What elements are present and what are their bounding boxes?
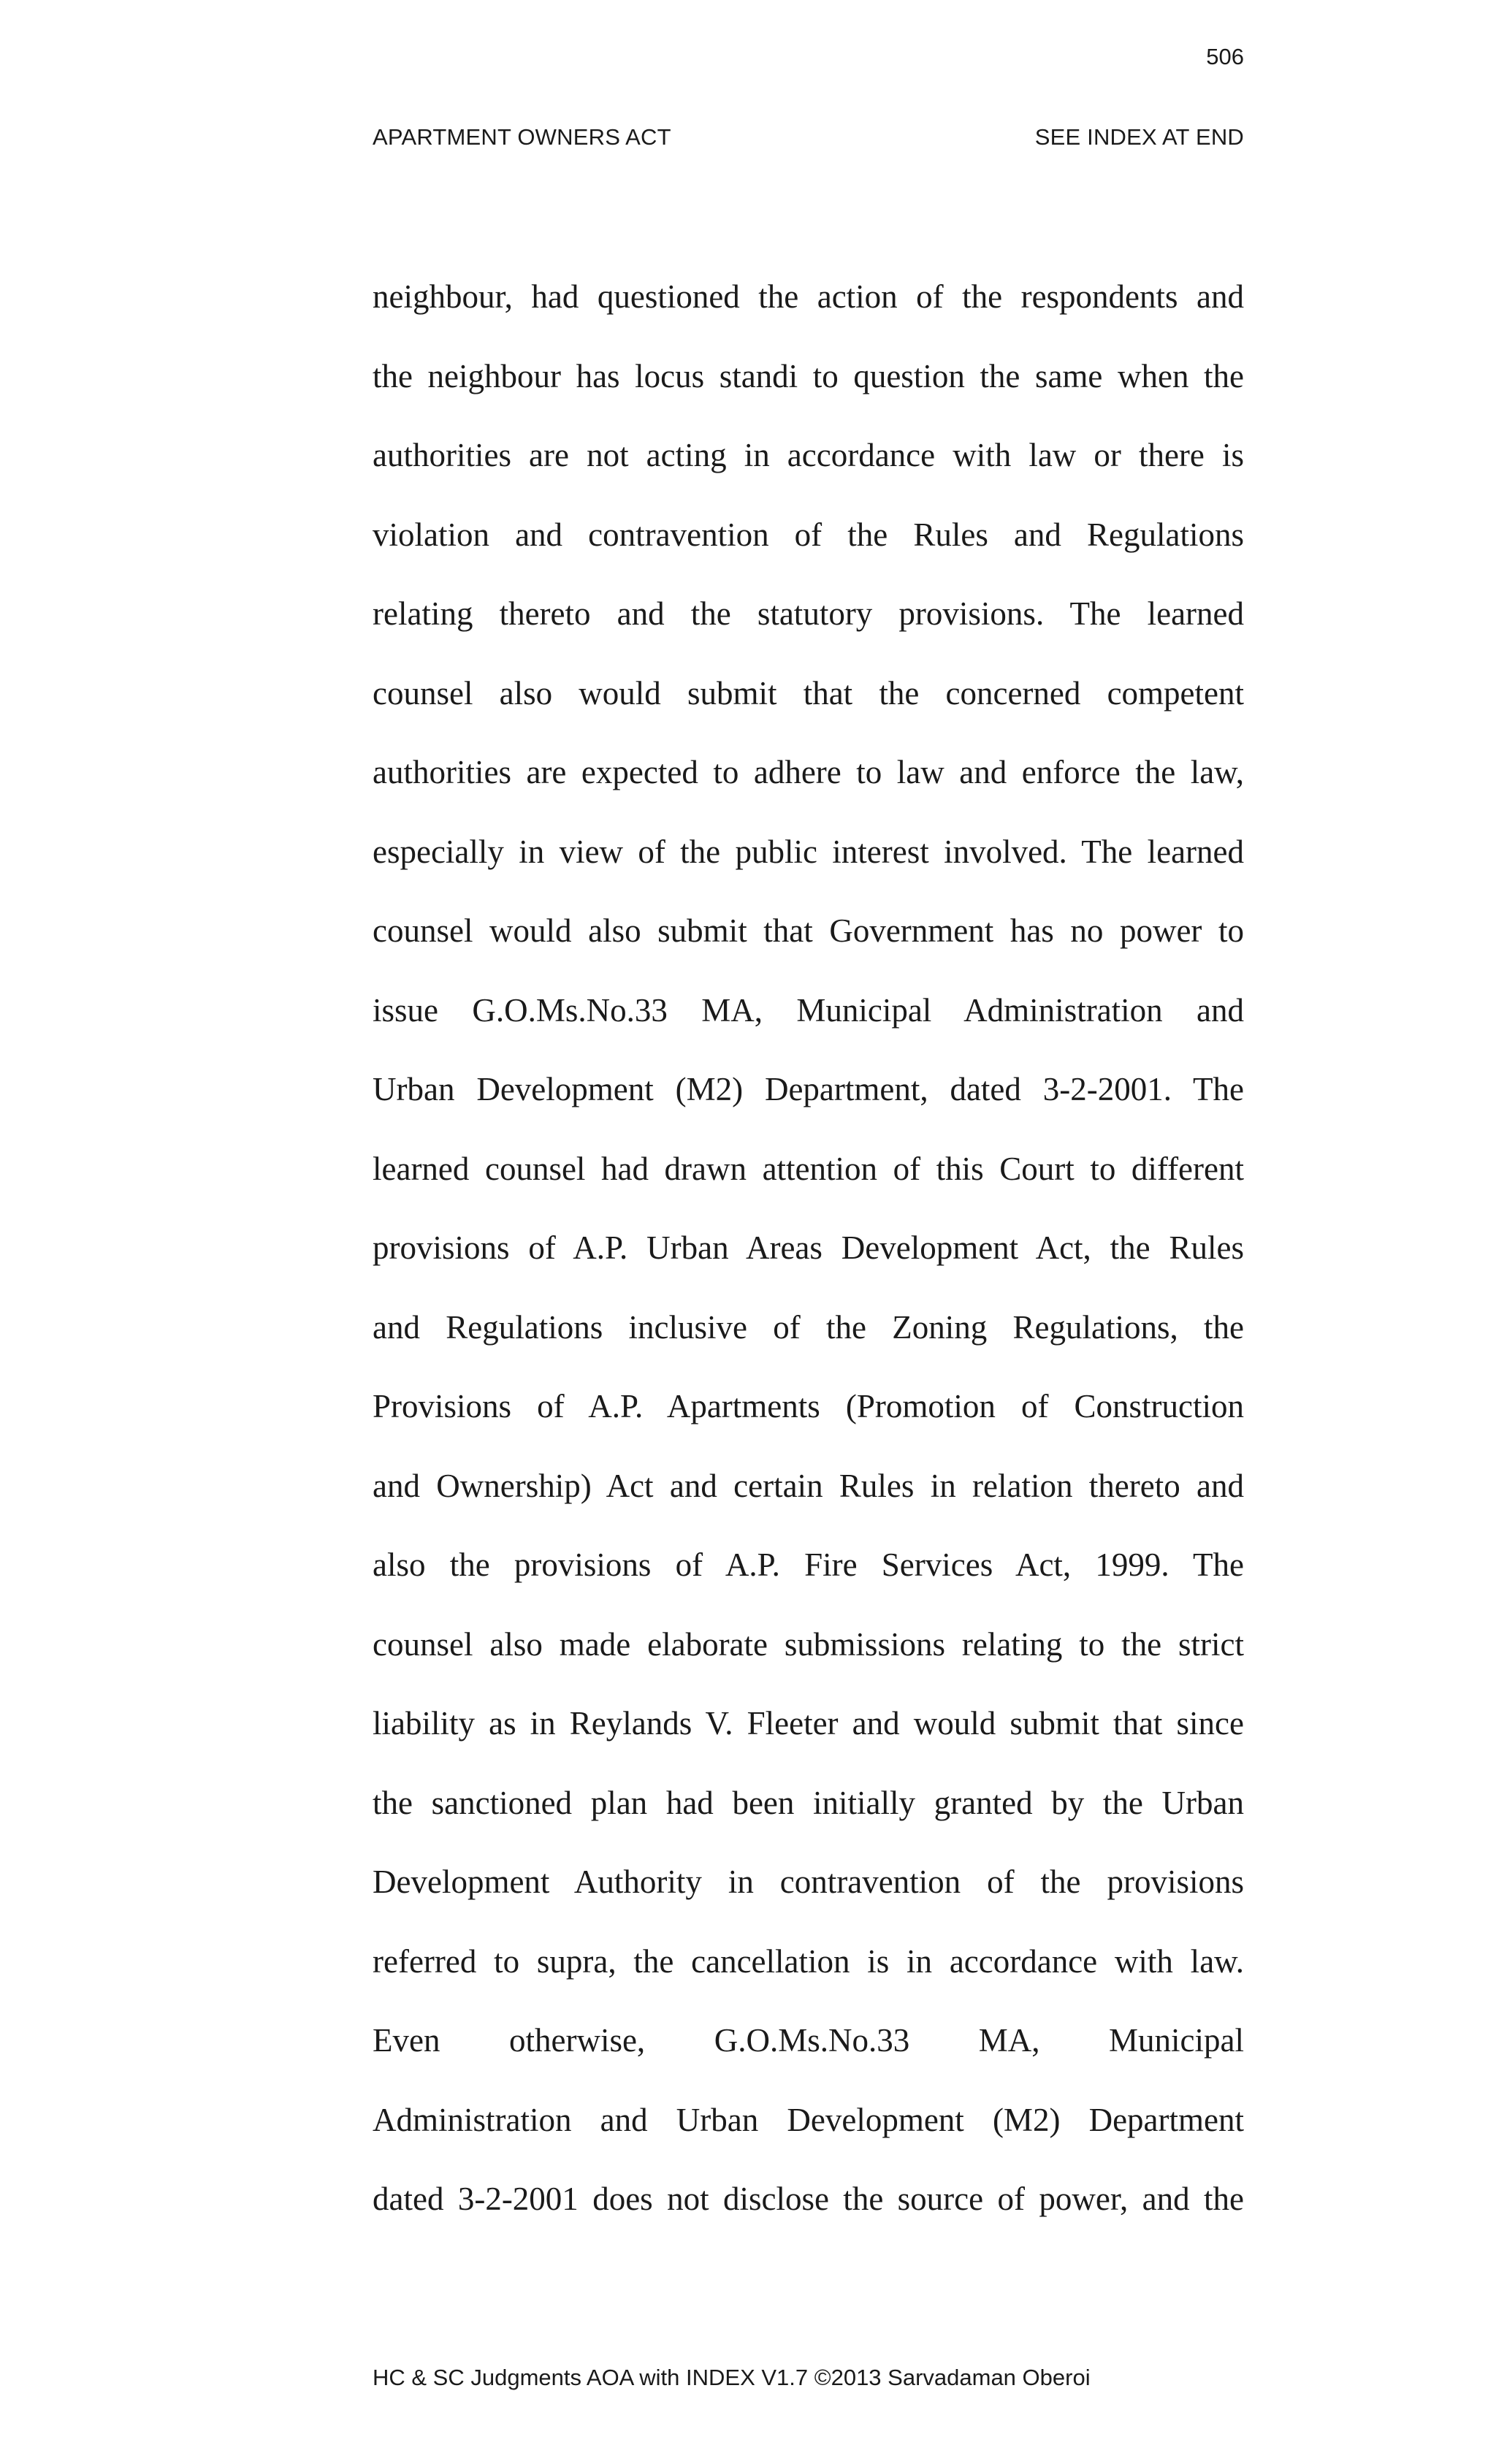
- text-line: especially in view of the public interest involved. The learned: [373, 833, 1244, 870]
- text-line: and Ownership) Act and certain Rules in relation thereto and: [373, 1467, 1244, 1504]
- text-line: Development Authority in contravention of the provisions: [373, 1864, 1244, 1900]
- running-header-index-note: SEE INDEX AT END: [1034, 124, 1244, 150]
- text-line: counsel also would submit that the concerned competent: [373, 674, 1244, 712]
- judgment-body-text: [373, 257, 1244, 2239]
- text-line: also the provisions of A.P. Fire Services Act, 1999. The: [373, 1546, 1244, 1583]
- text-line: Urban Development (M2) Department, dated 3-2-2001. The: [373, 1071, 1244, 1107]
- text-line: Administration and Urban Development (M2) Department: [373, 2101, 1244, 2138]
- text-line: provisions of A.P. Urban Areas Development Act, the Rules: [373, 1229, 1244, 1266]
- text-line: the sanctioned plan had been initially granted by the Urban: [373, 1784, 1244, 1821]
- text-line: and Regulations inclusive of the Zoning Regulations, the: [373, 1308, 1244, 1346]
- page-number: 506: [1206, 44, 1244, 69]
- text-line: issue G.O.Ms.No.33 MA, Municipal Administration and: [373, 991, 1244, 1029]
- text-line: Even otherwise, G.O.Ms.No.33 MA, Municipal: [373, 2022, 1244, 2059]
- text-line: counsel would also submit that Government has no power to: [373, 912, 1244, 949]
- running-header-title: APARTMENT OWNERS ACT: [373, 124, 671, 150]
- text-line: authorities are not acting in accordance with law or there is: [373, 437, 1244, 473]
- text-line: referred to supra, the cancellation is in accordance with law.: [373, 1942, 1244, 1980]
- page-footer: HC & SC Judgments AOA with INDEX V1.7 ©2013 Sarvadaman Oberoi: [373, 2365, 1091, 2390]
- text-line: Provisions of A.P. Apartments (Promotion of Construction: [373, 1388, 1244, 1424]
- text-line: counsel also made elaborate submissions relating to the strict: [373, 1625, 1244, 1663]
- text-line: neighbour, had questioned the action of the respondents and: [373, 278, 1244, 315]
- text-line: the neighbour has locus standi to question the same when the: [373, 357, 1244, 394]
- text-line: learned counsel had drawn attention of this Court to different: [373, 1150, 1244, 1187]
- text-line: relating thereto and the statutory provisions. The learned: [373, 595, 1244, 632]
- text-line: dated 3-2-2001 does not disclose the source of power, and the: [373, 2181, 1244, 2217]
- text-line: authorities are expected to adhere to law and enforce the law,: [373, 754, 1244, 790]
- text-line: liability as in Reylands V. Fleeter and would submit that since: [373, 1705, 1244, 1742]
- text-line: violation and contravention of the Rules and Regulations: [373, 516, 1244, 553]
